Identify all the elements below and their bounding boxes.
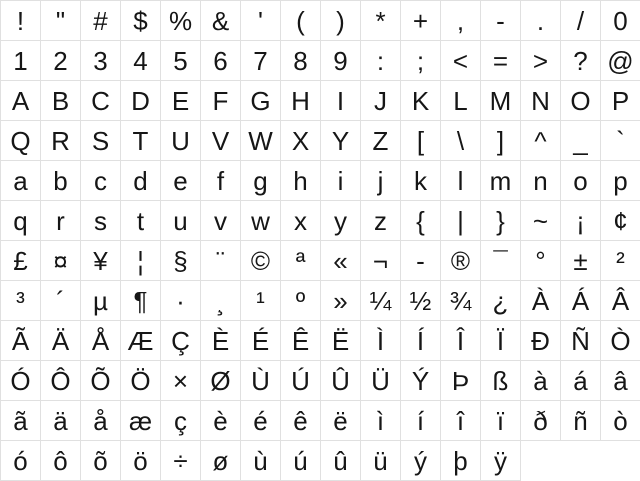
glyph-cell: a xyxy=(1,161,41,201)
glyph-cell: ; xyxy=(401,41,441,81)
glyph-cell: 5 xyxy=(161,41,201,81)
glyph-cell: ä xyxy=(41,401,81,441)
glyph-cell: Ï xyxy=(481,321,521,361)
glyph-cell: õ xyxy=(81,441,121,481)
glyph-cell: ¿ xyxy=(481,281,521,321)
glyph-cell: 3 xyxy=(81,41,121,81)
glyph-cell: | xyxy=(441,201,481,241)
glyph-cell: 4 xyxy=(121,41,161,81)
glyph-cell: ´ xyxy=(41,281,81,321)
glyph-cell: _ xyxy=(561,121,601,161)
glyph-cell: e xyxy=(161,161,201,201)
glyph-cell: Ñ xyxy=(561,321,601,361)
glyph-cell: ü xyxy=(361,441,401,481)
glyph-cell: Í xyxy=(401,321,441,361)
glyph-cell: Ô xyxy=(41,361,81,401)
glyph-cell: f xyxy=(201,161,241,201)
glyph-cell: Ú xyxy=(281,361,321,401)
glyph-cell: } xyxy=(481,201,521,241)
glyph-cell: O xyxy=(561,81,601,121)
glyph-cell: ª xyxy=(281,241,321,281)
glyph-cell: / xyxy=(561,1,601,41)
glyph-cell: · xyxy=(161,281,201,321)
glyph-cell: î xyxy=(441,401,481,441)
glyph-cell: r xyxy=(41,201,81,241)
glyph-cell: Ç xyxy=(161,321,201,361)
glyph-cell: ý xyxy=(401,441,441,481)
glyph-cell: ¾ xyxy=(441,281,481,321)
glyph-cell: Z xyxy=(361,121,401,161)
glyph-cell: \ xyxy=(441,121,481,161)
glyph-cell: ¹ xyxy=(241,281,281,321)
glyph-cell: ( xyxy=(281,1,321,41)
glyph-cell: E xyxy=(161,81,201,121)
glyph-cell: ¶ xyxy=(121,281,161,321)
glyph-cell: Î xyxy=(441,321,481,361)
glyph-cell: á xyxy=(561,361,601,401)
glyph-cell: I xyxy=(321,81,361,121)
glyph-cell: Ì xyxy=(361,321,401,361)
glyph-cell: ï xyxy=(481,401,521,441)
glyph-cell: G xyxy=(241,81,281,121)
glyph-cell: l xyxy=(441,161,481,201)
glyph-cell: £ xyxy=(1,241,41,281)
glyph-cell: § xyxy=(161,241,201,281)
glyph-cell: Ö xyxy=(121,361,161,401)
glyph-cell: » xyxy=(321,281,361,321)
glyph-cell: ¬ xyxy=(361,241,401,281)
glyph-cell: ñ xyxy=(561,401,601,441)
glyph-cell: ! xyxy=(1,1,41,41)
glyph-cell: W xyxy=(241,121,281,161)
glyph-cell: ' xyxy=(241,1,281,41)
glyph-cell: © xyxy=(241,241,281,281)
glyph-cell: J xyxy=(361,81,401,121)
glyph-cell: ¥ xyxy=(81,241,121,281)
glyph-cell: « xyxy=(321,241,361,281)
glyph-cell: n xyxy=(521,161,561,201)
glyph-cell: F xyxy=(201,81,241,121)
glyph-cell: ] xyxy=(481,121,521,161)
glyph-cell: ^ xyxy=(521,121,561,161)
glyph-cell: - xyxy=(481,1,521,41)
glyph-cell: Å xyxy=(81,321,121,361)
glyph-cell: ê xyxy=(281,401,321,441)
glyph-cell: Ù xyxy=(241,361,281,401)
glyph-cell: C xyxy=(81,81,121,121)
glyph-cell: ð xyxy=(521,401,561,441)
glyph-cell: q xyxy=(1,201,41,241)
glyph-cell: Æ xyxy=(121,321,161,361)
glyph-cell: : xyxy=(361,41,401,81)
glyph-cell: Û xyxy=(321,361,361,401)
glyph-cell: u xyxy=(161,201,201,241)
glyph-cell: ó xyxy=(1,441,41,481)
glyph-cell: < xyxy=(441,41,481,81)
glyph-cell: A xyxy=(1,81,41,121)
glyph-cell: , xyxy=(441,1,481,41)
glyph-cell: ® xyxy=(441,241,481,281)
glyph-cell: ë xyxy=(321,401,361,441)
glyph-cell: 9 xyxy=(321,41,361,81)
glyph-cell: j xyxy=(361,161,401,201)
glyph-cell: Á xyxy=(561,281,601,321)
glyph-cell: D xyxy=(121,81,161,121)
glyph-cell: í xyxy=(401,401,441,441)
glyph-cell: Ò xyxy=(601,321,640,361)
glyph-cell: ¤ xyxy=(41,241,81,281)
glyph-cell: È xyxy=(201,321,241,361)
glyph-cell: y xyxy=(321,201,361,241)
glyph-cell: º xyxy=(281,281,321,321)
glyph-cell: Ä xyxy=(41,321,81,361)
glyph-cell: ß xyxy=(481,361,521,401)
glyph-cell: g xyxy=(241,161,281,201)
glyph-cell: þ xyxy=(441,441,481,481)
glyph-cell: P xyxy=(601,81,640,121)
glyph-cell: Ý xyxy=(401,361,441,401)
glyph-cell: ì xyxy=(361,401,401,441)
glyph-cell: ø xyxy=(201,441,241,481)
glyph-cell: À xyxy=(521,281,561,321)
glyph-cell: ¸ xyxy=(201,281,241,321)
glyph-cell: X xyxy=(281,121,321,161)
glyph-cell: Ë xyxy=(321,321,361,361)
glyph-cell: + xyxy=(401,1,441,41)
glyph-cell: ù xyxy=(241,441,281,481)
glyph-cell: @ xyxy=(601,41,640,81)
glyph-cell: " xyxy=(41,1,81,41)
glyph-cell: N xyxy=(521,81,561,121)
glyph-cell: ¨ xyxy=(201,241,241,281)
glyph-cell: à xyxy=(521,361,561,401)
glyph-cell: $ xyxy=(121,1,161,41)
glyph-cell: × xyxy=(161,361,201,401)
glyph-cell: m xyxy=(481,161,521,201)
glyph-cell: & xyxy=(201,1,241,41)
glyph-cell: ? xyxy=(561,41,601,81)
glyph-cell: é xyxy=(241,401,281,441)
glyph-cell: H xyxy=(281,81,321,121)
glyph-cell: { xyxy=(401,201,441,241)
glyph-cell: ò xyxy=(601,401,640,441)
glyph-cell: å xyxy=(81,401,121,441)
glyph-cell: ) xyxy=(321,1,361,41)
glyph-cell: ¢ xyxy=(601,201,640,241)
glyph-cell: ` xyxy=(601,121,640,161)
glyph-cell: 1 xyxy=(1,41,41,81)
glyph-cell: ö xyxy=(121,441,161,481)
glyph-cell: 6 xyxy=(201,41,241,81)
glyph-cell: x xyxy=(281,201,321,241)
glyph-cell: - xyxy=(401,241,441,281)
glyph-cell: ô xyxy=(41,441,81,481)
glyph-cell: d xyxy=(121,161,161,201)
glyph-cell: ú xyxy=(281,441,321,481)
glyph-cell: > xyxy=(521,41,561,81)
glyph-cell: # xyxy=(81,1,121,41)
glyph-cell: % xyxy=(161,1,201,41)
glyph-cell: B xyxy=(41,81,81,121)
glyph-cell: Y xyxy=(321,121,361,161)
glyph-cell: æ xyxy=(121,401,161,441)
glyph-cell: ~ xyxy=(521,201,561,241)
glyph-cell: ° xyxy=(521,241,561,281)
glyph-cell: c xyxy=(81,161,121,201)
glyph-cell: s xyxy=(81,201,121,241)
glyph-cell: 0 xyxy=(601,1,640,41)
glyph-cell: Þ xyxy=(441,361,481,401)
glyph-cell: Â xyxy=(601,281,640,321)
glyph-cell: µ xyxy=(81,281,121,321)
glyph-cell: â xyxy=(601,361,640,401)
glyph-cell: 7 xyxy=(241,41,281,81)
glyph-cell: ¯ xyxy=(481,241,521,281)
glyph-cell: U xyxy=(161,121,201,161)
glyph-cell: w xyxy=(241,201,281,241)
glyph-cell: h xyxy=(281,161,321,201)
glyph-cell: Ê xyxy=(281,321,321,361)
glyph-cell: ÷ xyxy=(161,441,201,481)
glyph-cell: 2 xyxy=(41,41,81,81)
glyph-cell: z xyxy=(361,201,401,241)
glyph-cell: ½ xyxy=(401,281,441,321)
glyph-cell: S xyxy=(81,121,121,161)
glyph-cell: b xyxy=(41,161,81,201)
glyph-cell: ã xyxy=(1,401,41,441)
glyph-cell: ¦ xyxy=(121,241,161,281)
glyph-cell: * xyxy=(361,1,401,41)
glyph-cell: . xyxy=(521,1,561,41)
glyph-cell: Ü xyxy=(361,361,401,401)
glyph-cell: k xyxy=(401,161,441,201)
glyph-cell: Q xyxy=(1,121,41,161)
glyph-cell: R xyxy=(41,121,81,161)
glyph-cell: ² xyxy=(601,241,640,281)
glyph-cell: M xyxy=(481,81,521,121)
glyph-cell: t xyxy=(121,201,161,241)
glyph-cell: [ xyxy=(401,121,441,161)
glyph-cell: ç xyxy=(161,401,201,441)
glyph-cell: ± xyxy=(561,241,601,281)
glyph-cell: Ó xyxy=(1,361,41,401)
glyph-cell: i xyxy=(321,161,361,201)
glyph-cell: ³ xyxy=(1,281,41,321)
glyph-cell: ÿ xyxy=(481,441,521,481)
glyph-cell: V xyxy=(201,121,241,161)
glyph-cell: Õ xyxy=(81,361,121,401)
glyph-cell: ¼ xyxy=(361,281,401,321)
glyph-cell: Ø xyxy=(201,361,241,401)
glyph-cell: è xyxy=(201,401,241,441)
glyph-cell: T xyxy=(121,121,161,161)
glyph-cell: Ã xyxy=(1,321,41,361)
glyph-cell: p xyxy=(601,161,640,201)
glyph-cell: K xyxy=(401,81,441,121)
glyph-cell: o xyxy=(561,161,601,201)
glyph-cell: ¡ xyxy=(561,201,601,241)
glyph-cell: L xyxy=(441,81,481,121)
glyph-cell: 8 xyxy=(281,41,321,81)
glyph-cell: û xyxy=(321,441,361,481)
glyph-cell: v xyxy=(201,201,241,241)
glyph-cell: = xyxy=(481,41,521,81)
glyph-cell: É xyxy=(241,321,281,361)
glyph-cell: Ð xyxy=(521,321,561,361)
